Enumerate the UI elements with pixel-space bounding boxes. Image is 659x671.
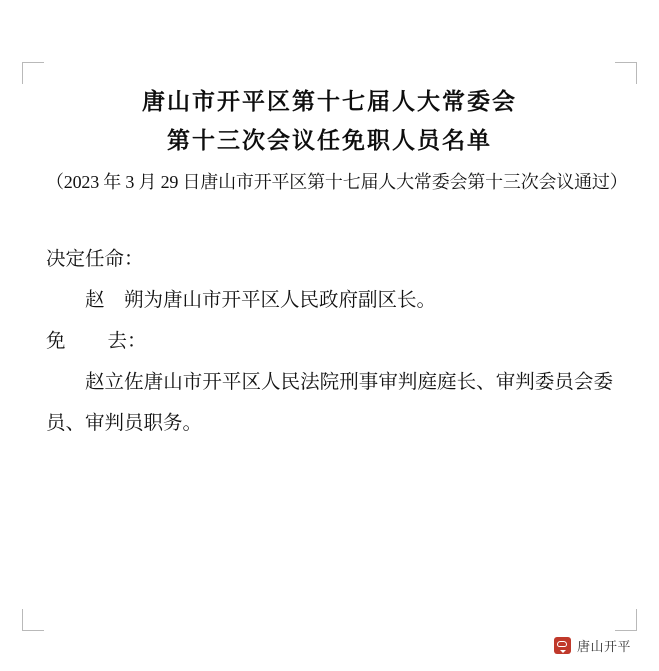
crop-mark-bottom-left-icon [22,609,44,631]
page-title [46,82,613,160]
page-title-line-1: 唐山市开平区第十七届人大常委会 [142,88,517,115]
section-dismiss-label-first: 免 [46,331,66,352]
section-dismiss-item-1: 赵立佐唐山市开平区人民法院刑事审判庭庭长、审判委员会委员、审判员职务。 [46,372,613,434]
document-body [46,239,613,444]
brand-name: 唐山开平 [576,639,631,654]
section-dismiss-label-second: 去： [107,331,147,352]
crop-mark-bottom-right-icon [615,609,637,631]
section-appoint-item-1: 赵 朔为唐山市开平区人民政府副区长。 [85,290,437,311]
footer-brand [554,636,631,655]
crop-mark-top-left-icon [22,62,44,84]
page-subtitle: （2023 年 3 月 29 日唐山市开平区第十七届人大常委会第十三次会议通过） [46,172,628,192]
section-dismiss-label [46,321,613,362]
wechat-account-icon [554,637,571,654]
page-title-line-2: 第十三次会议任免职人员名单 [167,127,492,154]
crop-mark-top-right-icon [615,62,637,84]
document-content [46,82,628,444]
section-appoint-label: 决定任命： [46,249,144,270]
